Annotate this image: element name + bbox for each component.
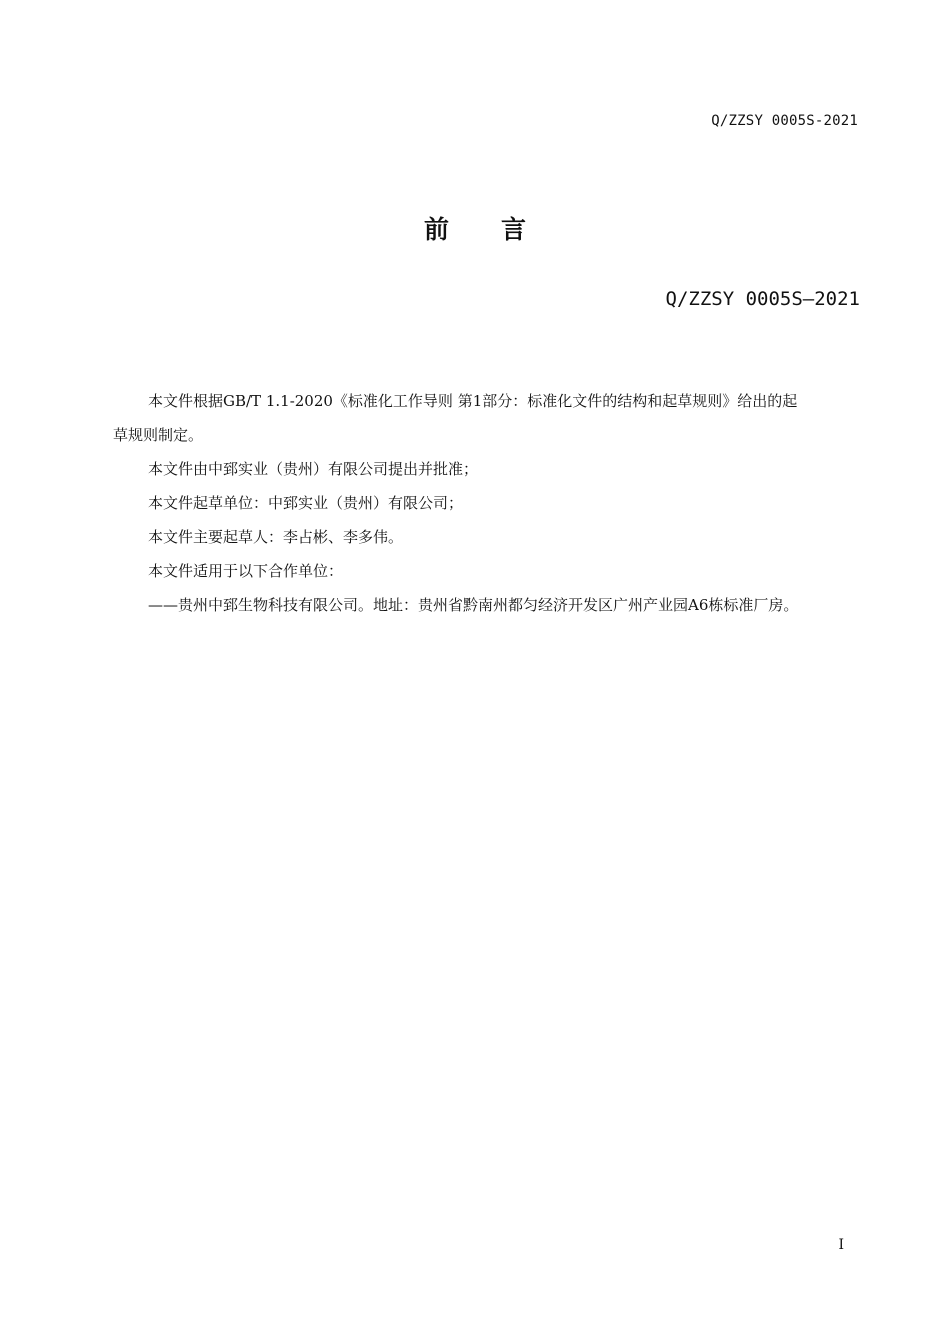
- paragraph-6: ——贵州中郅生物科技有限公司。地址：贵州省黔南州都匀经济开发区广州产业园A6栋标准厂房。: [148, 596, 799, 614]
- title-char-2: 言: [501, 215, 527, 244]
- page-number: I: [838, 1237, 844, 1253]
- foreword-body: [113, 384, 861, 622]
- paragraph-2: 本文件由中郅实业（贵州）有限公司提出并批准；: [148, 460, 479, 478]
- page-title: [0, 210, 950, 246]
- header-doc-code: Q/ZZSY 0005S-2021: [711, 113, 858, 129]
- standard-code: Q/ZZSY 0005S—2021: [665, 288, 860, 310]
- paragraph-4: 本文件主要起草人：李占彬、李多伟。: [148, 528, 404, 546]
- paragraph-3: 本文件起草单位：中郅实业（贵州）有限公司；: [148, 494, 464, 512]
- paragraph-1-line-2: 草规则制定。: [113, 426, 204, 444]
- title-char-1: 前: [423, 215, 449, 244]
- paragraph-1-line-1: 本文件根据GB/T 1.1-2020《标准化工作导则 第1部分：标准化文件的结构和起草规则》给出的起: [148, 392, 798, 410]
- paragraph-5: 本文件适用于以下合作单位：: [148, 562, 344, 580]
